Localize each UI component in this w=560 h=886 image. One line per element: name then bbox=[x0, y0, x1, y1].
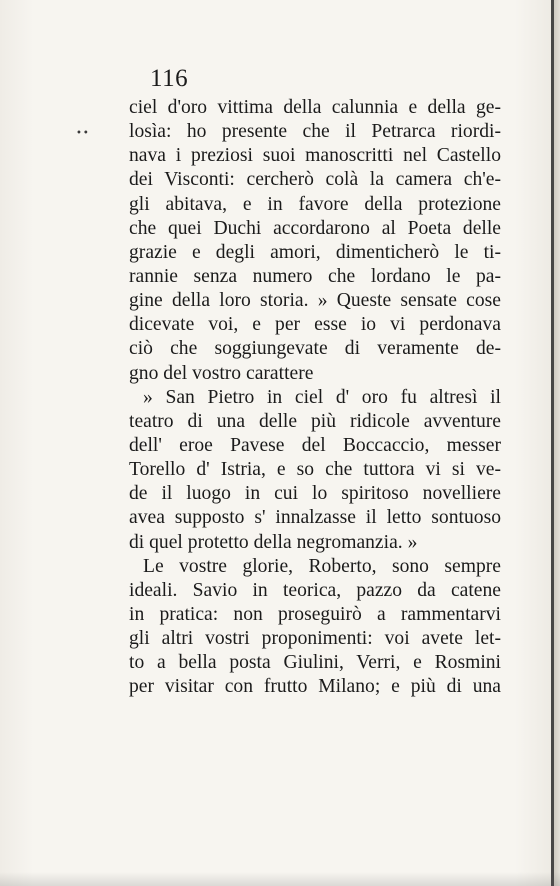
text-line: to a bella posta Giulini, Verri, e Rosmini bbox=[129, 652, 501, 674]
text-line: dicevate voi, e per esse io vi perdonava bbox=[129, 314, 501, 336]
text-line: dell' eroe Pavese del Boccaccio, messer bbox=[129, 434, 501, 456]
text-line: avea supposto s' innalzasse il letto sontuoso bbox=[129, 507, 501, 529]
page-binding-shadow bbox=[554, 0, 560, 886]
text-line: nava i preziosi suoi manoscritti nel Castello bbox=[129, 145, 501, 167]
page-body-text bbox=[129, 96, 501, 700]
page-number: 116 bbox=[150, 65, 189, 92]
text-line: gli altri vostri proponimenti: voi avete let- bbox=[129, 628, 501, 650]
text-line: per visitar con frutto Milano; e più di una bbox=[129, 676, 501, 698]
text-line: Torello d' Istria, e so che tuttora vi si ve- bbox=[129, 459, 501, 481]
text-line: Le vostre glorie, Roberto, sono sempre bbox=[143, 555, 501, 577]
text-line: che quei Duchi accordarono al Poeta delle bbox=[129, 217, 501, 239]
text-line: ideali. Savio in teorica, pazzo da catene bbox=[129, 579, 501, 601]
page-bottom-smudge bbox=[0, 872, 560, 886]
text-line: losìa: ho presente che il Petrarca riordi- bbox=[129, 121, 501, 143]
text-line: » San Pietro in ciel d' oro fu altresì il bbox=[143, 386, 501, 408]
text-line: de il luogo in cui lo spiritoso novelliere bbox=[129, 483, 501, 505]
text-line: gine della loro storia. » Queste sensate cose bbox=[129, 290, 501, 312]
text-line: gno del vostro carattere bbox=[129, 362, 314, 384]
text-line: gli abitava, e in favore della protezione bbox=[129, 193, 501, 215]
text-line: di quel protetto della negromanzia. » bbox=[129, 531, 418, 553]
text-line: dei Visconti: cercherò colà la camera ch'e- bbox=[129, 169, 501, 191]
page-binding-edge bbox=[551, 0, 554, 886]
text-line: grazie e degli amori, dimenticherò le ti- bbox=[129, 241, 501, 263]
text-line: ciò che soggiungevate di veramente de- bbox=[129, 338, 501, 360]
text-line: rannie senza numero che lordano le pa- bbox=[129, 265, 501, 287]
margin-mark: •• bbox=[76, 128, 90, 139]
text-line: teatro di una delle più ridicole avventure bbox=[129, 410, 501, 432]
text-line: in pratica: non proseguirò a rammentarvi bbox=[129, 603, 501, 625]
text-line: ciel d'oro vittima della calunnia e della ge- bbox=[129, 97, 501, 118]
